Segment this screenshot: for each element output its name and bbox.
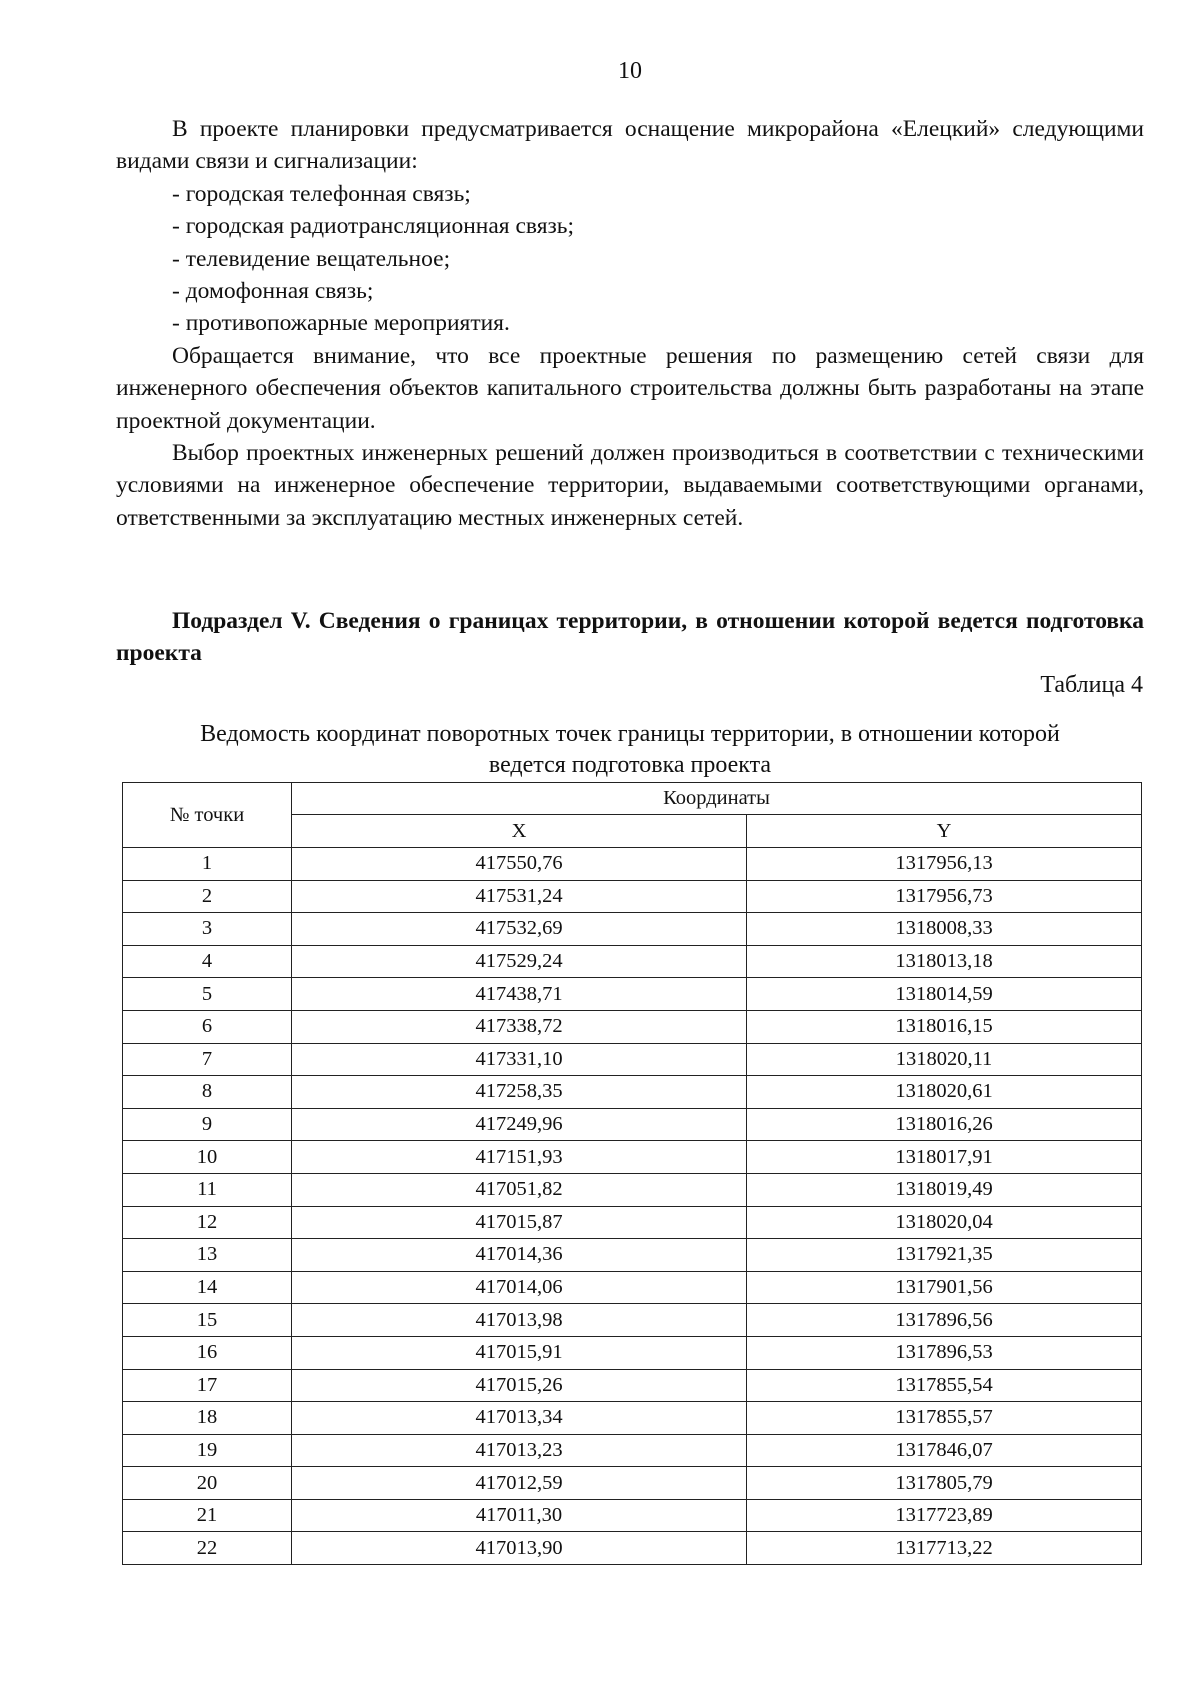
- cell-x: 417151,93: [292, 1141, 747, 1174]
- table-row: [123, 1108, 1142, 1141]
- page-number: 10: [618, 58, 642, 84]
- cell-y: 1318016,15: [747, 1010, 1142, 1043]
- cell-y: 1317846,07: [747, 1434, 1142, 1467]
- cell-point-number: 5: [123, 978, 292, 1011]
- table-row: [123, 848, 1142, 881]
- cell-x: 417015,26: [292, 1369, 747, 1402]
- table-row: [123, 1206, 1142, 1239]
- cell-point-number: 19: [123, 1434, 292, 1467]
- table-row: [123, 1336, 1142, 1369]
- cell-x: 417013,34: [292, 1402, 747, 1435]
- cell-point-number: 17: [123, 1369, 292, 1402]
- cell-point-number: 4: [123, 945, 292, 978]
- cell-y: 1318016,26: [747, 1108, 1142, 1141]
- cell-point-number: 1: [123, 848, 292, 881]
- cell-y: 1318013,18: [747, 945, 1142, 978]
- cell-x: 417531,24: [292, 880, 747, 913]
- cell-point-number: 15: [123, 1304, 292, 1337]
- cell-x: 417014,36: [292, 1239, 747, 1272]
- cell-point-number: 6: [123, 1010, 292, 1043]
- cell-y: 1317723,89: [747, 1499, 1142, 1532]
- table-row: [123, 1010, 1142, 1043]
- cell-x: 417338,72: [292, 1010, 747, 1043]
- cell-x: 417013,23: [292, 1434, 747, 1467]
- cell-point-number: 8: [123, 1076, 292, 1109]
- cell-x: 417015,91: [292, 1336, 747, 1369]
- table-row: [123, 1402, 1142, 1435]
- cell-point-number: 21: [123, 1499, 292, 1532]
- cell-x: 417014,06: [292, 1271, 747, 1304]
- cell-y: 1318020,11: [747, 1043, 1142, 1076]
- cell-point-number: 12: [123, 1206, 292, 1239]
- table-row: [123, 1369, 1142, 1402]
- cell-y: 1317855,54: [747, 1369, 1142, 1402]
- table-body: [123, 848, 1142, 1565]
- table-row: [123, 1076, 1142, 1109]
- cell-point-number: 14: [123, 1271, 292, 1304]
- cell-point-number: 3: [123, 913, 292, 946]
- cell-x: 417012,59: [292, 1467, 747, 1500]
- table-row: [123, 978, 1142, 1011]
- cell-point-number: 16: [123, 1336, 292, 1369]
- cell-x: 417532,69: [292, 913, 747, 946]
- cell-point-number: 2: [123, 880, 292, 913]
- table-row: [123, 1173, 1142, 1206]
- cell-point-number: 7: [123, 1043, 292, 1076]
- cell-point-number: 9: [123, 1108, 292, 1141]
- table-row: [123, 1043, 1142, 1076]
- cell-y: 1317855,57: [747, 1402, 1142, 1435]
- table-row: [123, 880, 1142, 913]
- coordinates-table: [122, 782, 1142, 1565]
- cell-x: 417258,35: [292, 1076, 747, 1109]
- section-heading: Подраздел V. Сведения о границах территории, в отношении которой ведется подготовка проекта: [116, 608, 1144, 667]
- cell-point-number: 11: [123, 1173, 292, 1206]
- paragraph-attention: Обращается внимание, что все проектные решения по размещению сетей связи для инженерного обеспечения объектов капитального строительства должны быть разработаны на этапе проектной документации.: [116, 342, 1144, 434]
- cell-x: 417015,87: [292, 1206, 747, 1239]
- cell-y: 1318020,04: [747, 1206, 1142, 1239]
- cell-y: 1317713,22: [747, 1532, 1142, 1565]
- table-row: [123, 1499, 1142, 1532]
- list-item: - домофонная связь;: [172, 278, 374, 305]
- table-row: [123, 1141, 1142, 1174]
- cell-x: 417249,96: [292, 1108, 747, 1141]
- paragraph-choice: Выбор проектных инженерных решений должен производиться в соответствии с техническими условиями на инженерное обеспечение территории, выдаваемыми соответствующими органами, ответственными за эксплуатацию местных инженерных сетей.: [116, 440, 1144, 531]
- header-x: X: [292, 815, 747, 848]
- cell-y: 1318019,49: [747, 1173, 1142, 1206]
- list-item: - городская радиотрансляционная связь;: [172, 213, 575, 240]
- table-row: [123, 945, 1142, 978]
- table-row: [123, 1434, 1142, 1467]
- cell-x: 417013,98: [292, 1304, 747, 1337]
- cell-x: 417011,30: [292, 1499, 747, 1532]
- list-item: - телевидение вещательное;: [172, 245, 451, 272]
- table-row: [123, 1532, 1142, 1565]
- table-row: [123, 1467, 1142, 1500]
- paragraph-intro: В проекте планировки предусматривается оснащение микрорайона «Елецкий» следующими видами связи и сигнализации:: [116, 116, 1144, 175]
- cell-y: 1317896,56: [747, 1304, 1142, 1337]
- cell-y: 1317896,53: [747, 1336, 1142, 1369]
- header-y: Y: [747, 815, 1142, 848]
- cell-x: 417331,10: [292, 1043, 747, 1076]
- cell-point-number: 10: [123, 1141, 292, 1174]
- cell-y: 1317921,35: [747, 1239, 1142, 1272]
- cell-x: 417529,24: [292, 945, 747, 978]
- cell-y: 1317956,13: [747, 848, 1142, 881]
- cell-point-number: 13: [123, 1239, 292, 1272]
- cell-point-number: 20: [123, 1467, 292, 1500]
- body-text: [116, 113, 1144, 534]
- list-item: - противопожарные мероприятия.: [172, 310, 510, 337]
- cell-x: 417013,90: [292, 1532, 747, 1565]
- table-row: [123, 1239, 1142, 1272]
- table-row: [123, 913, 1142, 946]
- list-item: - городская телефонная связь;: [172, 180, 471, 207]
- cell-y: 1318008,33: [747, 913, 1142, 946]
- cell-y: 1318020,61: [747, 1076, 1142, 1109]
- cell-x: 417438,71: [292, 978, 747, 1011]
- cell-point-number: 22: [123, 1532, 292, 1565]
- cell-y: 1317956,73: [747, 880, 1142, 913]
- cell-y: 1317805,79: [747, 1467, 1142, 1500]
- table-row: [123, 1304, 1142, 1337]
- cell-y: 1317901,56: [747, 1271, 1142, 1304]
- table-row: [123, 1271, 1142, 1304]
- cell-x: 417550,76: [292, 848, 747, 881]
- cell-x: 417051,82: [292, 1173, 747, 1206]
- table-number: Таблица 4: [1040, 672, 1143, 698]
- header-coordinates: Координаты: [292, 783, 1142, 815]
- header-point: № точки: [123, 783, 292, 848]
- cell-point-number: 18: [123, 1402, 292, 1435]
- table-caption: Ведомость координат поворотных точек границы территории, в отношении которой ведется подготовка проекта: [200, 721, 1060, 778]
- cell-y: 1318017,91: [747, 1141, 1142, 1174]
- cell-y: 1318014,59: [747, 978, 1142, 1011]
